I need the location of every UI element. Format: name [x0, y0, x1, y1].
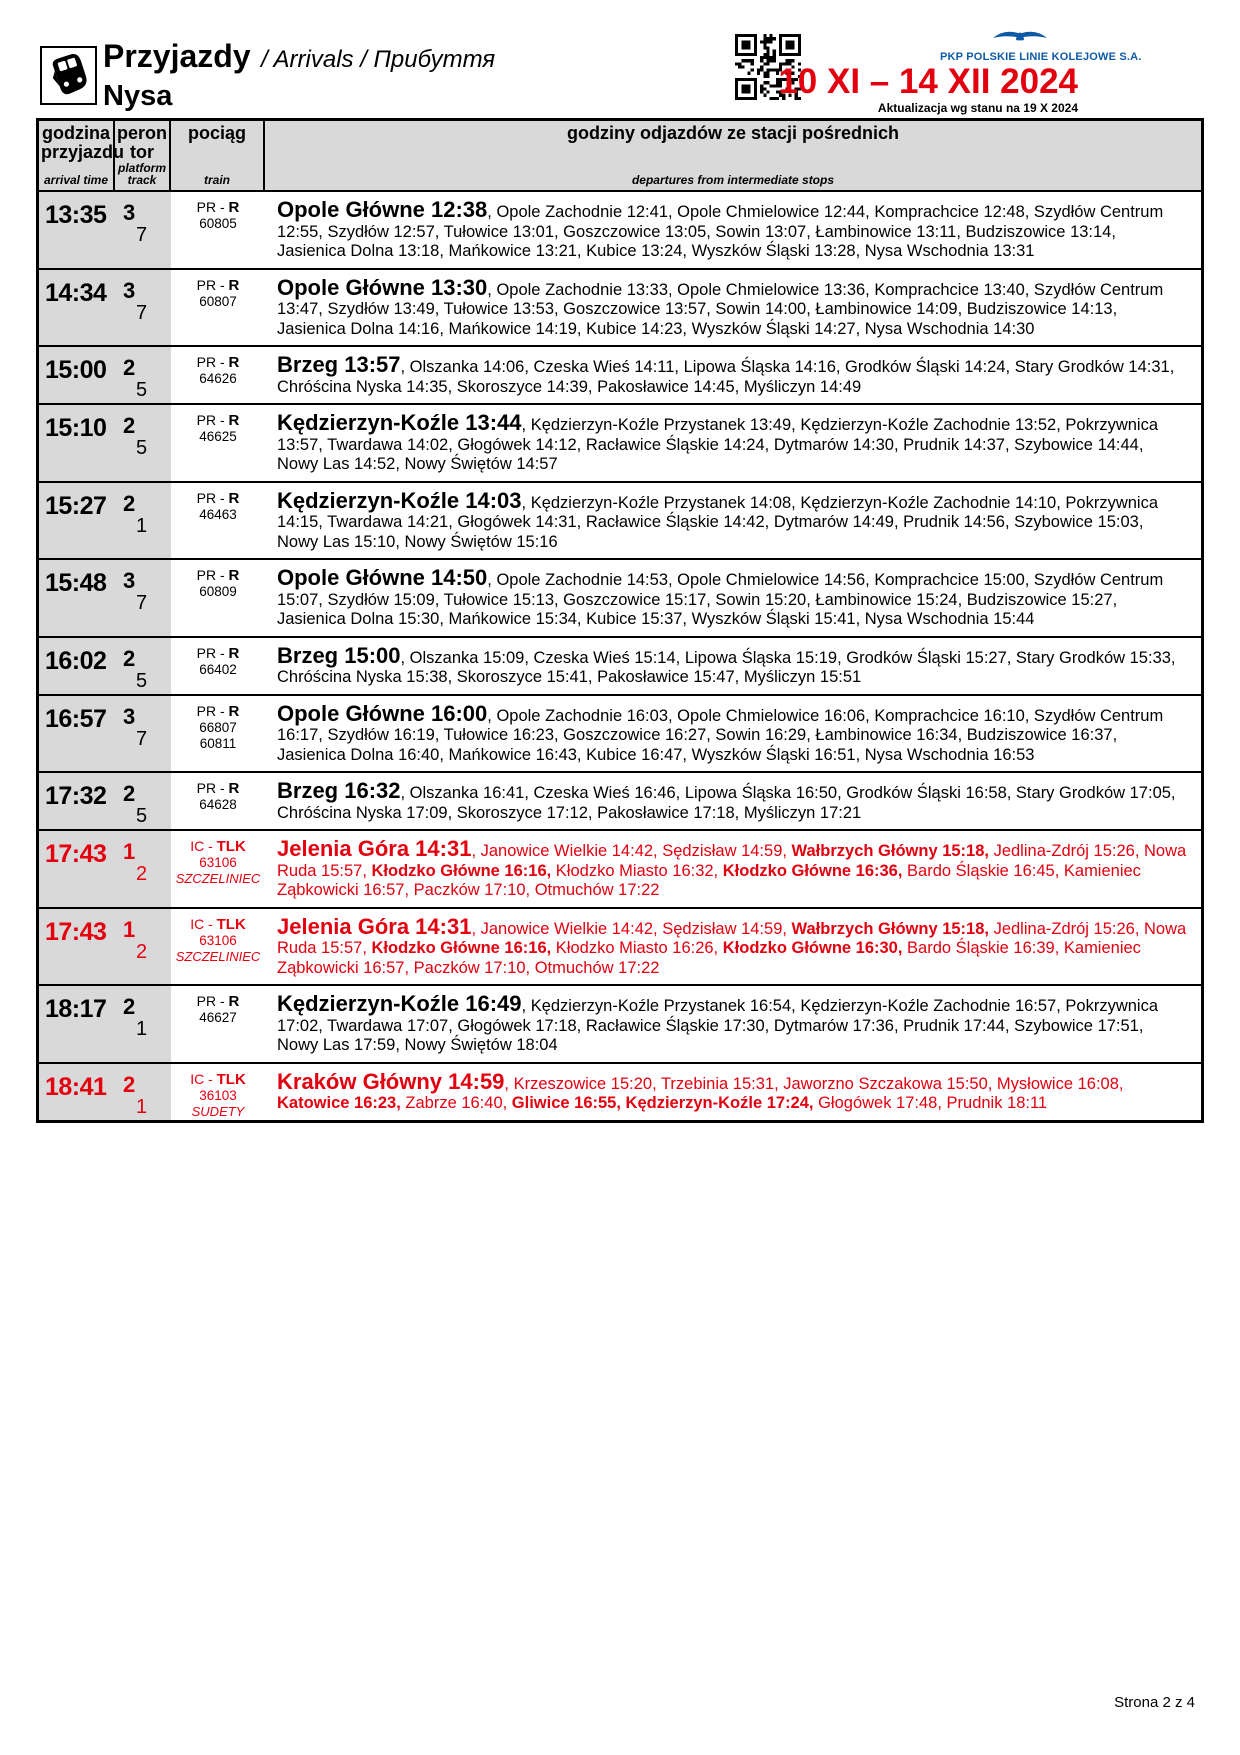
timetable-body [39, 192, 1201, 1120]
train-id-cell [171, 405, 265, 481]
route-cell [265, 270, 1201, 346]
timetable-row [39, 558, 1201, 636]
timetable-row [39, 829, 1201, 907]
train-category: IC - TLK [190, 1070, 246, 1088]
train-name: SZCZELINIEC [175, 871, 261, 886]
timetable-row [39, 345, 1201, 403]
train-category: PR - R [196, 702, 240, 720]
arrival-time: 17:43 [39, 909, 115, 985]
platform-number: 2 [123, 1071, 136, 1097]
train-id-cell [171, 1064, 265, 1120]
route-stops: Kraków Główny 14:59, Krzeszowice 15:20, Trzebinia 15:31, Jaworzno Szczakowa 15:50, Mysłowice 16:08, Katowice 16:23, Zabrze 16:40, Gliwice 16:55, Kędzierzyn-Koźle 17:24, Głogówek 17:48, Prudnik 18:11 [277, 1068, 1124, 1112]
column-header-platform-track [115, 121, 171, 190]
timetable-row [39, 636, 1201, 694]
track-number: 7 [136, 592, 148, 614]
train-number: 63106 [199, 855, 237, 870]
platform-track-cell [115, 270, 171, 346]
platform-number: 2 [123, 355, 136, 380]
track-number: 5 [136, 805, 148, 827]
platform-track-cell [115, 192, 171, 268]
train-number: 66807 [199, 719, 237, 735]
route-cell [265, 560, 1201, 636]
arrival-time: 13:35 [39, 192, 115, 268]
train-number: 60809 [199, 584, 237, 599]
route-stops: Kędzierzyn-Koźle 13:44, Kędzierzyn-Koźle Przystanek 13:49, Kędzierzyn-Koźle Zachodnie 13:52, Pokrzywnica 13:57, Twardawa 14:02, Głogówek 14:12, Racławice Śląskie 14:24, Dytmarów 14:30, Prudnik 14:37, Szybowice 14:44, Nowy Las 14:52, Nowy Świętów 14:57 [277, 410, 1159, 473]
train-category: PR - R [196, 567, 240, 584]
update-note: Aktualizacja wg stanu na 19 X 2024 [877, 101, 1078, 115]
column-header-arrival-time [39, 121, 125, 190]
train-category: IC - TLK [190, 915, 246, 933]
route-stops: Opole Główne 12:38, Opole Zachodnie 12:41, Opole Chmielowice 12:44, Komprachcice 12:48, Szydłów Centrum 12:55, Szydłów 12:57, Tułowice 13:01, Goszczowice 13:05, Sowin 13:07, Łambinowice 13:11, Budziszowice 13:14, Jasienica Dolna 13:18, Mańkowice 13:21, Kubice 13:24, Wyszków Śląski 13:28, Nysa Wschodnia 13:31 [277, 197, 1164, 260]
platform-track-cell [115, 696, 171, 772]
train-category: PR - R [196, 199, 240, 216]
route-stops: Opole Główne 13:30, Opole Zachodnie 13:33, Opole Chmielowice 13:36, Komprachcice 13:40, Szydłów Centrum 13:47, Szydłów 13:49, Tułowice 13:53, Goszczowice 13:57, Sowin 14:00, Łambinowice 14:09, Budziszowice 14:13, Jasienica Dolna 14:16, Mańkowice 14:19, Kubice 14:23, Wyszków Śląski 14:27, Nysa Wschodnia 14:30 [277, 274, 1164, 338]
route-cell [265, 638, 1201, 694]
train-category: PR - R [196, 489, 240, 507]
platform-track-cell [115, 831, 171, 907]
track-number: 7 [136, 727, 148, 750]
platform-number: 2 [123, 490, 136, 516]
train-icon [40, 46, 97, 105]
route-cell [265, 1064, 1201, 1120]
platform-track-cell [115, 638, 171, 694]
train-category: PR - R [196, 993, 240, 1010]
route-cell [265, 909, 1201, 985]
train-id-cell [171, 638, 265, 694]
arrival-time: 15:10 [39, 405, 115, 481]
train-number: 36103 [199, 1087, 237, 1103]
route-cell [265, 831, 1201, 907]
timetable-row [39, 984, 1201, 1062]
train-id-cell [171, 831, 265, 907]
station-name: Nysa [103, 80, 173, 112]
train-number: 46625 [199, 429, 237, 444]
train-number: 64628 [199, 797, 237, 812]
train-number: 60805 [199, 216, 237, 231]
track-number: 1 [136, 1095, 148, 1118]
track-number: 5 [136, 437, 148, 459]
route-stops: Opole Główne 14:50, Opole Zachodnie 14:53, Opole Chmielowice 14:56, Komprachcice 15:00, Szydłów Centrum 15:07, Szydłów 15:09, Tułowice 15:13, Goszczowice 15:17, Sowin 15:20, Łambinowice 15:24, Budziszowice 15:27, Jasienica Dolna 15:30, Mańkowice 15:34, Kubice 15:37, Wyszków Śląski 15:41, Nysa Wschodnia 15:44 [277, 565, 1164, 628]
train-id-cell [171, 696, 265, 772]
train-id-cell [171, 773, 265, 829]
timetable-row [39, 481, 1201, 559]
arrival-time: 15:27 [39, 483, 115, 559]
route-cell [265, 405, 1201, 481]
arrival-time: 15:00 [39, 347, 115, 403]
platform-number: 2 [123, 413, 136, 438]
column-header-train [171, 121, 265, 190]
route-stops: Jelenia Góra 14:31, Janowice Wielkie 14:42, Sędzisław 14:59, Wałbrzych Główny 15:18, Jedlina-Zdrój 15:26, Nowa Ruda 15:57, Kłodzko Główne 16:16, Kłodzko Miasto 16:32, Kłodzko Główne 16:36, Bardo Śląskie 16:45, Kamieniec Ząbkowicki 16:57, Paczków 17:10, Otmuchów 17:22 [277, 836, 1187, 899]
train-category: PR - R [196, 644, 240, 662]
route-cell [265, 483, 1201, 559]
train-category: PR - R [196, 412, 240, 429]
platform-number: 3 [123, 277, 136, 303]
route-stops: Brzeg 13:57, Olszanka 14:06, Czeska Wieś 14:11, Lipowa Śląska 14:16, Grodków Śląski 14:24, Stary Grodków 14:31, Chróścina Nyska 14:35, Skoroszyce 14:39, Pakosławice 14:45, Myśliczyn 14:49 [277, 352, 1175, 396]
column-label-pl: godzina przyjazdu [41, 123, 125, 162]
route-stops: Kędzierzyn-Koźle 14:03, Kędzierzyn-Koźle Przystanek 14:08, Kędzierzyn-Koźle Zachodnie 14:10, Pokrzywnica 14:15, Twardawa 14:21, Głogówek 14:31, Racławice Śląskie 14:42, Dytmarów 14:49, Prudnik 14:56, Szybowice 15:03, Nowy Las 15:10, Nowy Świętów 15:16 [277, 487, 1159, 551]
platform-number: 3 [123, 568, 136, 593]
track-number: 1 [136, 1018, 148, 1040]
timetable-row [39, 403, 1201, 481]
platform-number: 3 [123, 200, 136, 225]
train-number: 46463 [199, 506, 237, 522]
column-label-pl: peron tor [117, 123, 168, 162]
track-number: 2 [136, 940, 148, 963]
pkp-eagle-icon [992, 28, 1048, 45]
track-number: 5 [136, 379, 148, 401]
route-cell [265, 347, 1201, 403]
platform-number: 3 [123, 703, 136, 729]
route-stops: Brzeg 15:00, Olszanka 15:09, Czeska Wieś 15:14, Lipowa Śląska 15:19, Grodków Śląski 15:27, Stary Grodków 15:33, Chróścina Nyska 15:38, Skoroszyce 15:41, Pakosławice 15:47, Myśliczyn 15:51 [277, 642, 1176, 686]
train-number: 46627 [199, 1010, 237, 1025]
route-stops: Jelenia Góra 14:31, Janowice Wielkie 14:42, Sędzisław 14:59, Wałbrzych Główny 15:18, Jedlina-Zdrój 15:26, Nowa Ruda 15:57, Kłodzko Główne 16:16, Kłodzko Miasto 16:26, Kłodzko Główne 16:30, Bardo Śląskie 16:39, Kamieniec Ząbkowicki 16:57, Paczków 17:10, Otmuchów 17:22 [277, 913, 1187, 977]
platform-number: 1 [123, 916, 136, 942]
arrival-time: 18:41 [39, 1064, 115, 1120]
route-cell [265, 773, 1201, 829]
train-id-cell [171, 192, 265, 268]
platform-track-cell [115, 986, 171, 1062]
platform-track-cell [115, 909, 171, 985]
route-cell [265, 192, 1201, 268]
platform-track-cell [115, 347, 171, 403]
column-label-pl: godziny odjazdów ze stacji pośrednich [566, 123, 900, 143]
page-title-translations: / Arrivals / Прибуття [261, 46, 496, 73]
timetable-row [39, 192, 1201, 268]
train-number: 60807 [199, 293, 237, 309]
track-number: 2 [136, 863, 148, 885]
train-id-cell [171, 986, 265, 1062]
column-label-en: arrival time [43, 173, 109, 187]
platform-track-cell [115, 1064, 171, 1120]
arrival-time: 14:34 [39, 270, 115, 346]
route-stops: Kędzierzyn-Koźle 16:49, Kędzierzyn-Koźle Przystanek 16:54, Kędzierzyn-Koźle Zachodnie 16:57, Pokrzywnica 17:02, Twardawa 17:07, Głogówek 17:18, Racławice Śląskie 17:30, Dytmarów 17:36, Prudnik 17:44, Szybowice 17:51, Nowy Las 17:59, Nowy Świętów 18:04 [277, 991, 1159, 1054]
train-category: PR - R [196, 354, 240, 371]
route-stops: Opole Główne 16:00, Opole Zachodnie 16:03, Opole Chmielowice 16:06, Komprachcice 16:10, Szydłów Centrum 16:17, Szydłów 16:19, Tułowice 16:23, Goszczowice 16:27, Sowin 16:29, Łambinowice 16:34, Budziszowice 16:37, Jasienica Dolna 16:40, Mańkowice 16:43, Kubice 16:47, Wyszków Śląski 16:51, Nysa Wschodnia 16:53 [277, 700, 1164, 764]
timetable-row [39, 771, 1201, 829]
train-id-cell [171, 483, 265, 559]
validity-date-range: 10 XI – 14 XII 2024 [778, 62, 1078, 101]
arrival-time: 17:32 [39, 773, 115, 829]
track-number: 1 [136, 514, 148, 537]
train-category: IC - TLK [190, 838, 246, 855]
platform-number: 1 [123, 839, 136, 864]
arrival-time: 18:17 [39, 986, 115, 1062]
arrival-time: 15:48 [39, 560, 115, 636]
train-id-cell [171, 909, 265, 985]
train-number: 60811 [199, 735, 237, 751]
platform-number: 2 [123, 645, 136, 671]
track-number: 7 [136, 224, 148, 246]
arrival-time: 16:02 [39, 638, 115, 694]
timetable-row [39, 694, 1201, 772]
train-id-cell [171, 347, 265, 403]
track-number: 7 [136, 301, 148, 324]
pkp-logo-text: PKP POLSKIE LINIE KOLEJOWE S.A. [940, 51, 1142, 63]
route-stops: Brzeg 16:32, Olszanka 16:41, Czeska Wieś 16:46, Lipowa Śląska 16:50, Grodków Śląski 16:58, Stary Grodków 17:05, Chróścina Nyska 17:09, Skoroszyce 17:12, Pakosławice 17:18, Myśliczyn 17:21 [277, 778, 1176, 822]
platform-track-cell [115, 560, 171, 636]
platform-number: 2 [123, 994, 136, 1019]
train-number: 64626 [199, 371, 237, 386]
pkp-logo [940, 28, 1142, 63]
column-label-pl: pociąg [187, 123, 246, 143]
page-title: Przyjazdy [103, 38, 251, 74]
timetable-row [39, 907, 1201, 985]
route-cell [265, 986, 1201, 1062]
page-title-line [103, 38, 495, 75]
column-label-en: platform track [118, 161, 166, 187]
train-number: 63106 [199, 932, 237, 948]
train-name: SUDETY [191, 1103, 245, 1119]
train-category: PR - R [196, 276, 240, 294]
timetable [36, 118, 1204, 1123]
table-header [39, 121, 1201, 192]
platform-number: 2 [123, 781, 136, 806]
column-label-en: departures from intermediate stops [631, 173, 835, 187]
platform-track-cell [115, 405, 171, 481]
track-number: 5 [136, 669, 148, 692]
timetable-row [39, 268, 1201, 346]
train-category: PR - R [196, 780, 240, 797]
train-name: SZCZELINIEC [175, 948, 261, 964]
platform-track-cell [115, 773, 171, 829]
arrival-time: 16:57 [39, 696, 115, 772]
arrival-time: 17:43 [39, 831, 115, 907]
page-number: Strona 2 z 4 [1114, 1694, 1195, 1711]
platform-track-cell [115, 483, 171, 559]
column-header-departures [265, 121, 1201, 190]
column-label-en: train [203, 173, 230, 187]
train-number: 66402 [199, 661, 237, 677]
train-id-cell [171, 560, 265, 636]
route-cell [265, 696, 1201, 772]
timetable-row [39, 1062, 1201, 1120]
train-id-cell [171, 270, 265, 346]
